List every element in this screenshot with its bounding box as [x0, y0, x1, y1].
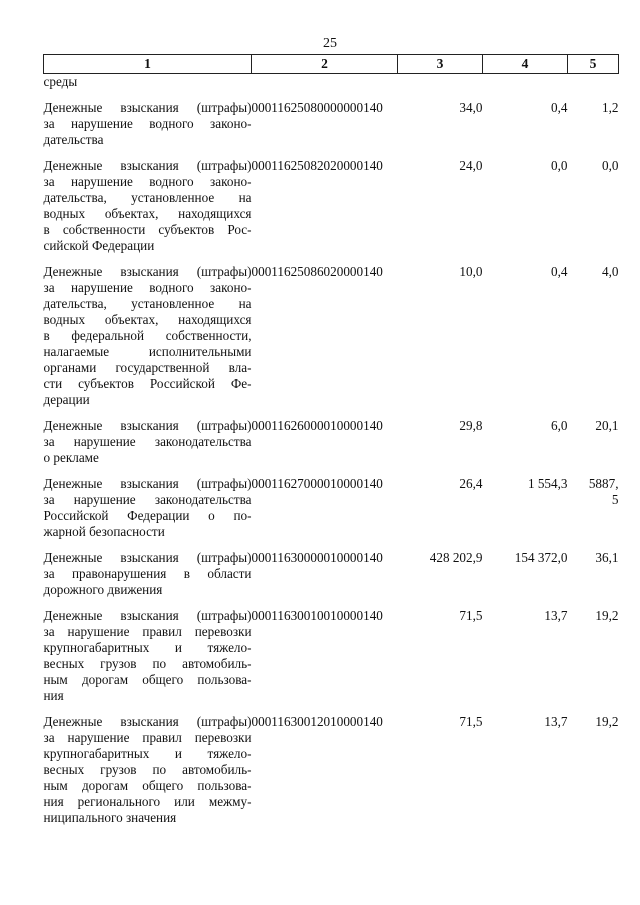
value-col5 — [568, 714, 619, 826]
table-row — [44, 100, 619, 148]
value-col3-value: 26,4 — [459, 476, 483, 491]
revenue-name — [44, 608, 252, 704]
revenue-name-line: за нарушение водного законо- — [43, 174, 252, 189]
budget-code — [252, 476, 398, 540]
value-col4 — [483, 476, 568, 540]
budget-code-value: 00011630012010000140 — [251, 714, 383, 729]
value-col3-value: 428 202,9 — [429, 550, 483, 565]
value-col5-value: 19,2 — [595, 714, 619, 729]
revenue-name-line: дерации — [43, 392, 90, 407]
column-header-1: 1 — [44, 55, 252, 74]
value-col4-value: 0,4 — [551, 100, 568, 115]
budget-code — [252, 550, 398, 598]
value-col5 — [568, 100, 619, 148]
table-row — [44, 608, 619, 704]
value-col5-value: 36,1 — [595, 550, 619, 565]
column-header-5: 5 — [568, 55, 619, 74]
revenue-name-line: за нарушение законодательства — [43, 492, 252, 507]
value-col3 — [398, 418, 483, 466]
value-col5 — [568, 418, 619, 466]
revenue-name-line: Денежные взыскания (штрафы) — [43, 264, 252, 279]
revenue-name-line: за правонарушения в области — [43, 566, 252, 581]
value-col4 — [483, 714, 568, 826]
revenue-name-line: ным дорогам общего пользова- — [43, 672, 252, 687]
value-col3 — [398, 608, 483, 704]
value-col4-value: 13,7 — [544, 714, 568, 729]
value-col5 — [568, 608, 619, 704]
value-col4-value: 0,0 — [551, 158, 568, 173]
column-header-3: 3 — [398, 55, 483, 74]
value-col5-value: 1,2 — [602, 100, 619, 115]
value-col5 — [568, 476, 619, 540]
value-col4 — [483, 608, 568, 704]
value-col5 — [568, 158, 619, 254]
row-spacer — [44, 466, 619, 476]
value-col3-value: 71,5 — [459, 608, 483, 623]
revenue-name-line: дательства — [43, 132, 104, 147]
budget-code-value: 00011625082020000140 — [251, 158, 383, 173]
row-spacer — [44, 148, 619, 158]
revenue-name-line: Денежные взыскания (штрафы) — [43, 608, 252, 623]
budget-code-value: 00011625080000000140 — [251, 100, 383, 115]
value-col4 — [483, 100, 568, 148]
revenue-name-line: водных объектах, находящихся — [43, 206, 252, 221]
column-header-2: 2 — [252, 55, 398, 74]
revenue-name-line: налагаемые исполнительными — [43, 344, 252, 359]
value-col3-value: 24,0 — [459, 158, 483, 173]
value-col3 — [398, 714, 483, 826]
value-col4 — [483, 158, 568, 254]
revenue-name-line: Денежные взыскания (штрафы) — [43, 714, 252, 729]
budget-code-value: 00011625086020000140 — [251, 264, 383, 279]
revenue-name-line: Денежные взыскания (штрафы) — [43, 550, 252, 565]
revenue-name-line: органами государственной вла- — [43, 360, 252, 375]
value-col4 — [483, 550, 568, 598]
revenue-name — [44, 714, 252, 826]
value-col3-value: 10,0 — [459, 264, 483, 279]
value-col3 — [398, 476, 483, 540]
revenue-name — [44, 100, 252, 148]
budget-code-value: 00011626000010000140 — [251, 418, 383, 433]
revenue-name-line: крупногабаритных и тяжело- — [43, 640, 252, 655]
revenue-name-line: жарной безопасности — [43, 524, 165, 539]
revenue-name-line: ниципального значения — [43, 810, 177, 825]
budget-code-value: 00011630010010000140 — [251, 608, 383, 623]
revenue-name-line: в собственности субъектов Рос- — [43, 222, 252, 237]
revenue-name — [44, 158, 252, 254]
revenue-name-line: за нарушение водного законо- — [43, 280, 252, 295]
revenue-name-line: ния регионального или межму- — [43, 794, 252, 809]
revenue-name-line: за нарушение правил перевозки — [43, 730, 252, 745]
value-col4-value: 6,0 — [551, 418, 568, 433]
table-row — [44, 476, 619, 540]
row-spacer — [44, 540, 619, 550]
revenue-table — [43, 54, 619, 826]
table-row — [44, 714, 619, 826]
budget-code — [252, 158, 398, 254]
value-col3 — [398, 550, 483, 598]
table-header-row — [44, 55, 619, 74]
budget-code-value: 00011627000010000140 — [251, 476, 383, 491]
revenue-name-line: за нарушение правил перевозки — [43, 624, 252, 639]
value-col4 — [483, 418, 568, 466]
value-col5-value: 4,0 — [602, 264, 619, 279]
budget-code — [252, 264, 398, 408]
value-col3-value: 34,0 — [459, 100, 483, 115]
row-spacer — [44, 598, 619, 608]
page-number: 25 — [323, 36, 337, 51]
budget-code — [252, 608, 398, 704]
value-col4-value: 13,7 — [544, 608, 568, 623]
column-header-4: 4 — [483, 55, 568, 74]
revenue-name — [44, 476, 252, 540]
budget-code — [252, 714, 398, 826]
value-col3 — [398, 158, 483, 254]
revenue-name-line: дательства, установленное на — [43, 190, 252, 205]
value-col4-value: 0,4 — [551, 264, 568, 279]
revenue-name-line: дательства, установленное на — [43, 296, 252, 311]
revenue-name — [44, 550, 252, 598]
revenue-name-line: Денежные взыскания (штрафы) — [43, 476, 252, 491]
revenue-name-line: ным дорогам общего пользова- — [43, 778, 252, 793]
revenue-name-line: ния — [43, 688, 64, 703]
revenue-name-line: весных грузов по автомобиль- — [43, 762, 252, 777]
row-spacer — [44, 254, 619, 264]
revenue-name-line: о рекламе — [43, 450, 99, 465]
revenue-name-line: крупногабаритных и тяжело- — [43, 746, 252, 761]
value-col4-value: 154 372,0 — [514, 550, 568, 565]
revenue-name — [44, 264, 252, 408]
revenue-name-line: сти субъектов Российской Фе- — [43, 376, 252, 391]
revenue-name-line: Российской Федерации о по- — [43, 508, 252, 523]
revenue-name — [44, 418, 252, 466]
revenue-name-line: водных объектах, находящихся — [43, 312, 252, 327]
budget-code — [252, 418, 398, 466]
value-col5-continuation: 5 — [611, 492, 619, 507]
row-spacer — [44, 408, 619, 418]
table-row — [44, 264, 619, 408]
revenue-name-line: Денежные взыскания (штрафы) — [43, 158, 252, 173]
revenue-name-line: за нарушение водного законо- — [43, 116, 252, 131]
value-col5 — [568, 264, 619, 408]
value-col5-value: 20,1 — [595, 418, 619, 433]
table-row — [44, 158, 619, 254]
value-col3 — [398, 264, 483, 408]
revenue-name-line: весных грузов по автомобиль- — [43, 656, 252, 671]
budget-code — [252, 100, 398, 148]
revenue-name-line: сийской Федерации — [43, 238, 155, 253]
continuation-text: среды — [43, 74, 78, 89]
continuation-row — [44, 74, 619, 91]
value-col3 — [398, 100, 483, 148]
value-col5 — [568, 550, 619, 598]
row-spacer — [44, 90, 619, 100]
value-col5-value: 0,0 — [602, 158, 619, 173]
budget-code-value: 00011630000010000140 — [251, 550, 383, 565]
revenue-name-line: дорожного движения — [43, 582, 163, 597]
revenue-name-line: Денежные взыскания (штрафы) — [43, 100, 252, 115]
revenue-name-line: в федеральной собственности, — [43, 328, 252, 343]
revenue-name-line: за нарушение законодательства — [43, 434, 252, 449]
value-col3-value: 71,5 — [459, 714, 483, 729]
row-spacer — [44, 704, 619, 714]
value-col4-value: 1 554,3 — [527, 476, 568, 491]
value-col5-value: 5887, — [588, 476, 619, 491]
table-row — [44, 550, 619, 598]
revenue-name-line: Денежные взыскания (штрафы) — [43, 418, 252, 433]
table-row — [44, 418, 619, 466]
value-col4 — [483, 264, 568, 408]
value-col5-value: 19,2 — [595, 608, 619, 623]
value-col3-value: 29,8 — [459, 418, 483, 433]
